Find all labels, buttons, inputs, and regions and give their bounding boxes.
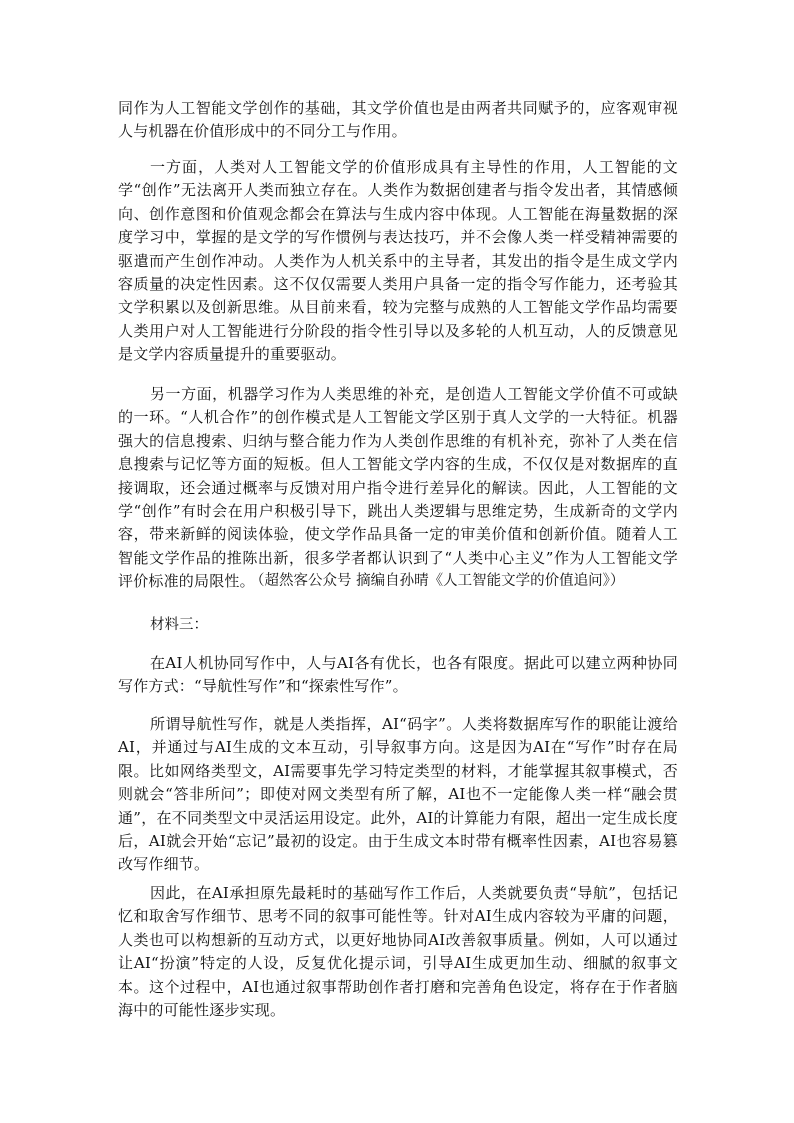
section-heading: 材料三：: [150, 617, 208, 633]
source-citation: （超然客公众号 摘编自孙晴《人工智能文学的价值追问》）: [250, 573, 625, 589]
paragraph-continuation: 同作为人工智能文学创作的基础，其文学价值也是由两者共同赋予的，应客观审视人与机器在价值形成中的不同分工与作用。: [118, 99, 678, 141]
paragraph-navigation-writing: 所谓导航性写作，就是人类指挥，AI“码字”。人类将数据库写作的职能让渡给AI，并通过与AI生成的文本互动，引导叙事方向。这是因为AI在“写作”时存在局限。比如网络类型文，AI需要事先学习特定类型的材料，才能掌握其叙事模式，否则就会“答非所问”；即使对网文类型有所了解，AI也不一定能像人类一样“融会贯通”，在不同类型文中灵活运用设定。此外，AI的计算能力有限，超出一定生成长度后，AI就会开始“忘记”最初的设定。由于生成文本时带有概率性因素，AI也容易篡改写作细节。: [118, 715, 678, 874]
paragraph-human-role: 一方面，人类对人工智能文学的价值形成具有主导性的作用，人工智能的文学“创作”无法离开人类而独立存在。人类作为数据创建者与指令发出者，其情感倾向、创作意图和价值观念都会在算法与生成内容中体现。人工智能在海量数据的深度学习中，掌握的是文学的写作惯例与表达技巧，并不会像人类一样受精神需要的驱遣而产生创作冲动。人类作为人机关系中的主导者，其发出的指令是生成文学内容质量的决定性因素。这不仅仅需要人类用户具备一定的指令写作能力，还考验其文学积累以及创新思维。从目前来看，较为完整与成熟的人工智能文学作品均需要人类用户对人工智能进行分阶段的指令性引导以及多轮的人机互动，人的反馈意见是文学内容质量提升的重要驱动。: [118, 158, 678, 364]
paragraph-human-navigation: 因此，在AI承担原先最耗时的基础写作工作后，人类就要负责“导航”，包括记忆和取舍写作细节、思考不同的叙事可能性等。针对AI生成内容较为平庸的问题，人类也可以构想新的互动方式，以更好地协同AI改善叙事质量。例如，人可以通过让AI“扮演”特定的人设，反复优化提示词，引导AI生成更加生动、细腻的叙事文本。这个过程中，AI也通过叙事帮助创作者打磨和完善角色设定，将存在于作者脑海中的可能性逐步实现。: [118, 884, 678, 1020]
paragraph-machine-role: 另一方面，机器学习作为人类思维的补充，是创造人工智能文学价值不可或缺的一环。“人机合作”的创作模式是人工智能文学区别于真人文学的一大特征。机器强大的信息搜索、归纳与整合能力作为人类创作思维的有机补充，弥补了人类在信息搜索与记忆等方面的短板。但人工智能文学内容的生成，不仅仅是对数据库的直接调取，还会通过概率与反馈对用户指令进行差异化的解读。因此，人工智能的文学“创作”有时会在用户积极引导下，跳出人类逻辑与思维定势，生成新奇的文学内容，带来新鲜的阅读体验，使文学作品具备一定的审美价值和创新价值。随着人工智能文学作品的推陈出新，很多学者都认识到了“人类中心主义”作为人工智能文学评价标准的局限性。: [118, 385, 678, 591]
paragraph-collaboration-intro: 在AI人机协同写作中，人与AI各有优长，也各有限度。据此可以建立两种协同写作方式：“导航性写作”和“探索性写作”。: [118, 654, 678, 696]
